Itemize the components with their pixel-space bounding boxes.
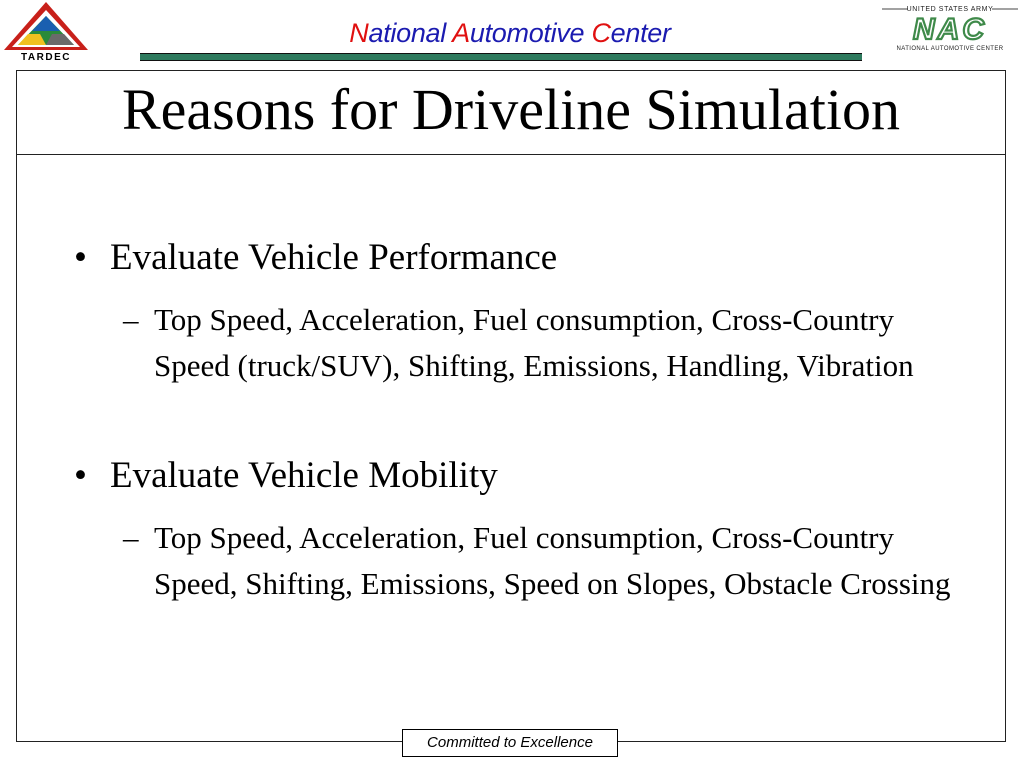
nac-bottom-text: NATIONAL AUTOMOTIVE CENTER [896,46,1004,52]
sub-bullet-marker: – [123,302,139,337]
header-title-c: C [591,18,611,48]
sub-bullet-text: Top Speed, Acceleration, Fuel consumption, Cross-Country Speed (truck/SUV), Shifting, Emissions, Handling, Vibration [154,302,914,383]
nac-top-text: UNITED STATES ARMY [906,6,994,13]
header-title-utomotive: utomotive [469,18,592,48]
tardec-logo [0,0,92,62]
header-rule [140,53,862,61]
slide-title: Reasons for Driveline Simulation [121,77,901,142]
tardec-label: TARDEC [21,52,71,62]
footer-tagline: Committed to Excellence [402,729,618,757]
nac-mark: NAC [913,13,987,46]
bullet-marker: • [74,455,87,496]
sub-bullet-marker: – [123,520,139,555]
header-title-enter: enter [610,18,671,48]
nac-logo [880,2,1020,52]
header-title-a: A [452,18,470,48]
bullet-text: Evaluate Vehicle Mobility [110,455,498,496]
slide-frame [16,70,1006,742]
header-title-n: N [349,18,369,48]
header-title-ational: ational [368,18,453,48]
sub-bullet-mobility [123,515,954,607]
bullet-mobility [74,454,498,497]
sub-bullet-text: Top Speed, Acceleration, Fuel consumption, Cross-Country Speed, Shifting, Emissions, Speed on Slopes, Obstacle Crossing [154,520,951,601]
header-title [300,18,720,49]
bullet-text: Evaluate Vehicle Performance [110,237,558,278]
bullet-performance [74,236,557,279]
bullet-marker: • [74,237,87,278]
sub-bullet-performance [123,297,954,389]
